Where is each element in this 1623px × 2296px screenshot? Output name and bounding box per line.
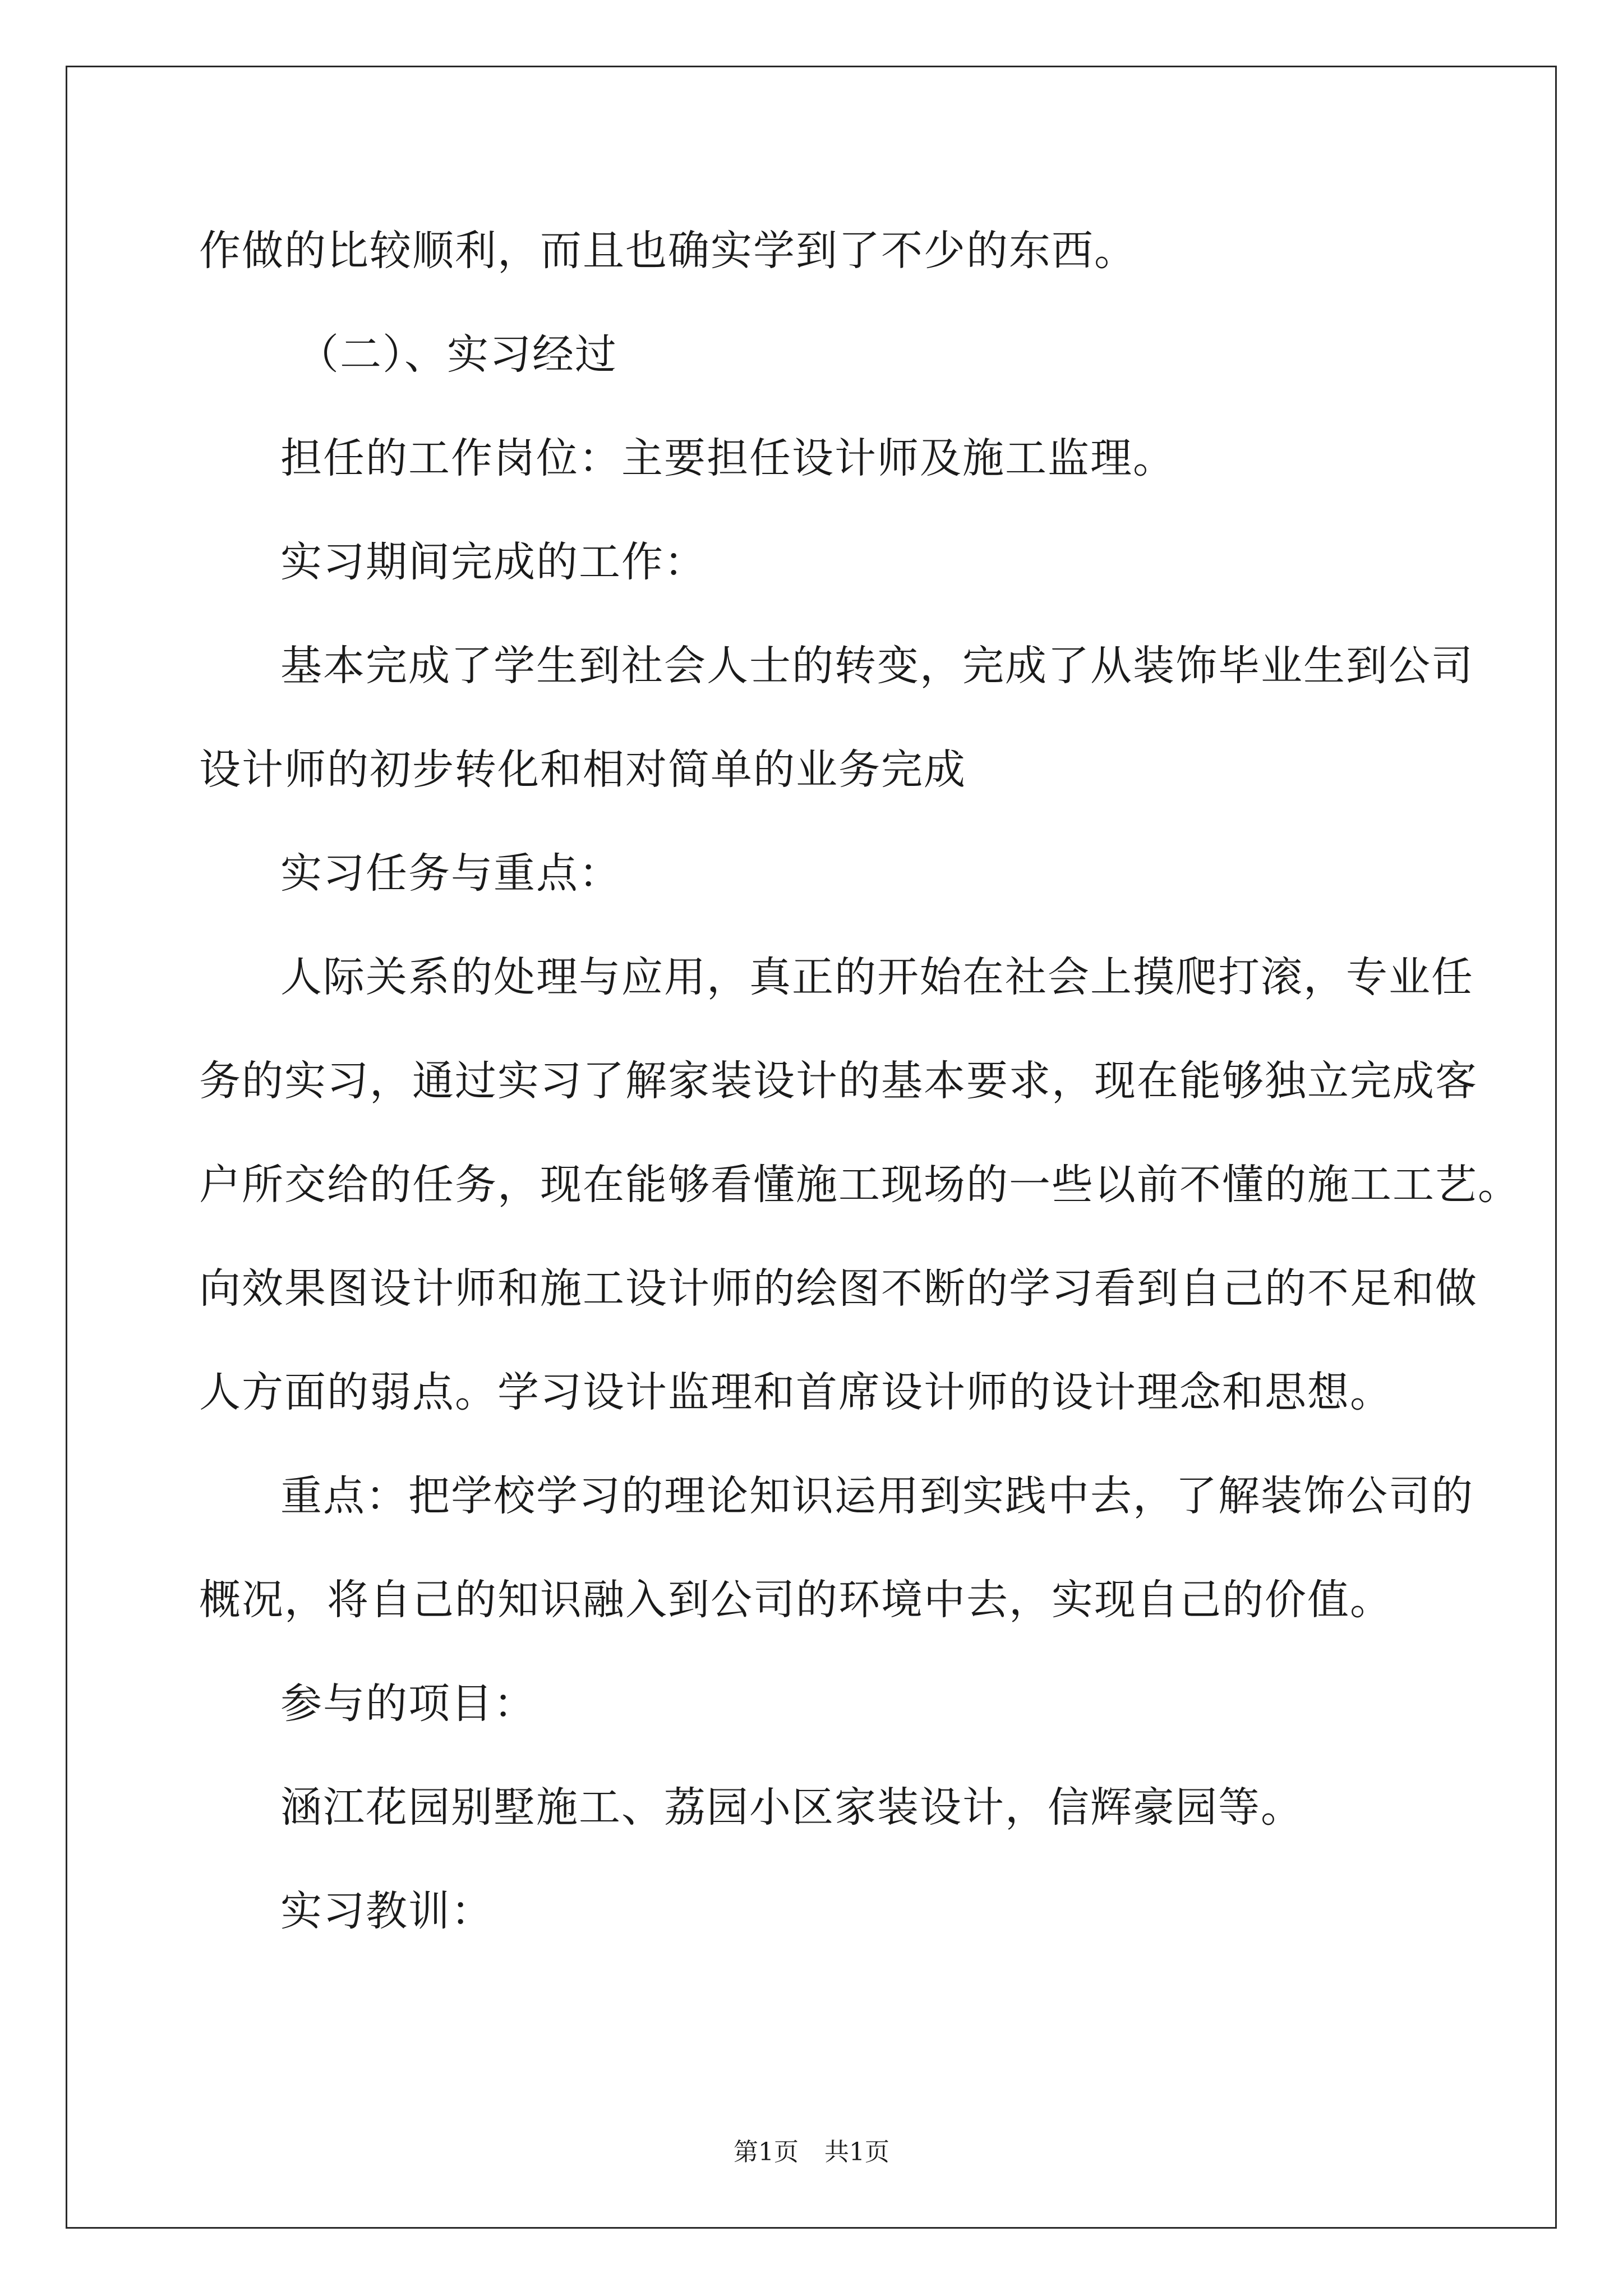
body-line: 务的实习，通过实习了解家装设计的基本要求，现在能够独立完成客 xyxy=(199,1057,1478,1105)
body-line: 基本完成了学生到社会人士的转变，完成了从装饰毕业生到公司 xyxy=(280,642,1474,690)
body-line: 实习教训： xyxy=(280,1887,494,1935)
body-line: 人方面的弱点。学习设计监理和首席设计师的设计理念和思想。 xyxy=(199,1368,1393,1416)
body-line: 户所交给的任务，现在能够看懂施工现场的一些以前不懂的施工工艺。 xyxy=(199,1161,1520,1209)
body-line: 涵江花园别墅施工、荔园小区家装设计，信辉豪园等。 xyxy=(280,1783,1303,1832)
section-heading: （二）、实习经过 xyxy=(297,330,617,379)
body-line: 设计师的初步转化和相对简单的业务完成 xyxy=(199,746,966,794)
body-line: 实习期间完成的工作： xyxy=(280,538,707,586)
body-line: 参与的项目： xyxy=(280,1680,536,1728)
body-line: 重点：把学校学习的理论知识运用到实践中去，了解装饰公司的 xyxy=(280,1472,1474,1520)
body-line: 人际关系的处理与应用，真正的开始在社会上摸爬打滚，专业任 xyxy=(280,953,1474,1001)
body-line: 向效果图设计师和施工设计师的绘图不断的学习看到自己的不足和做 xyxy=(199,1264,1478,1313)
page-footer xyxy=(0,2132,1623,2168)
body-line: 担任的工作岗位：主要担任设计师及施工监理。 xyxy=(280,434,1175,482)
body-line: 作做的比较顺利，而且也确实学到了不少的东西。 xyxy=(199,227,1137,275)
body-line: 概况，将自己的知识融入到公司的环境中去，实现自己的价值。 xyxy=(199,1576,1393,1624)
page-total: 共1页 xyxy=(824,2138,889,2166)
page-number: 第1页 xyxy=(734,2138,799,2166)
body-line: 实习任务与重点： xyxy=(280,849,621,898)
